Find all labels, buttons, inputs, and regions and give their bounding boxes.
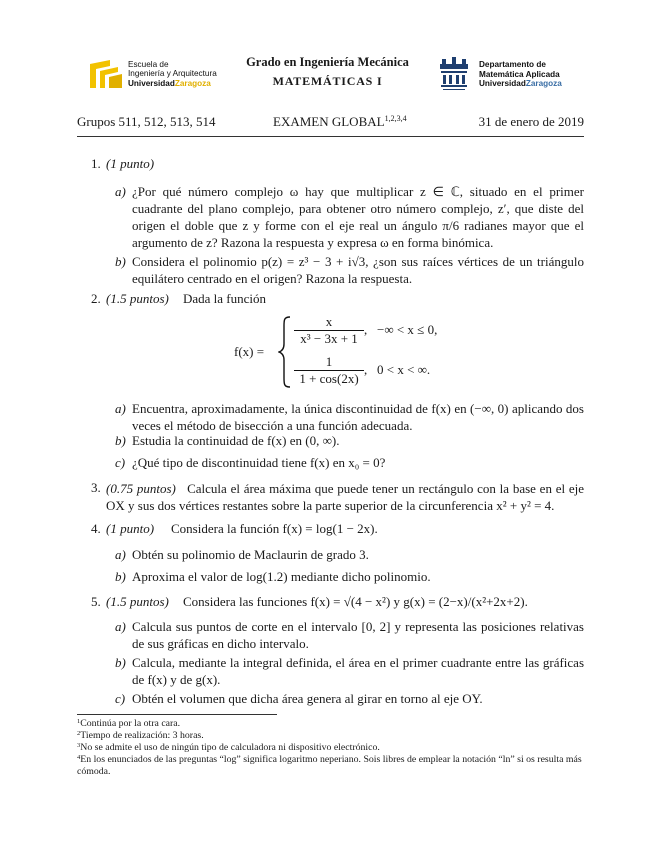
eina-zaragoza: Zaragoza [174,78,211,88]
item-text: Encuentra, aproximadamente, la única discontinuidad de f(x) en (−∞, 0) aplicando dos veces el método de bisección a una función adecuada. [132,401,584,433]
item-text: Obtén el volumen que dicha área genera al girar en torno al eje OY. [132,691,483,706]
footnote-divider [77,714,277,715]
question-4a [115,546,584,563]
question-2a [115,400,584,434]
item-text: Calcula, mediante la integral definida, el área en el primer cuadrante entre las gráficas de f(x) y de g(x). [132,655,584,687]
question-2b [115,432,584,449]
item-text: Aproxima el valor de log(1.2) mediante dicho polinomio. [132,569,431,584]
fraction-1 [294,314,364,347]
item-label: a) [115,401,126,416]
exam-header [0,0,655,110]
footnote-2: $^2$Tiempo de realización: 3 horas. [77,730,204,741]
item-label: c) [115,691,126,706]
eina-line2: Ingeniería y Arquitectura [128,69,217,79]
question-number: 4. [91,521,101,536]
item-label: a) [115,547,126,562]
question-5a [115,618,584,652]
question-intro: Dada la función [183,291,267,306]
item-text: Calcula sus puntos de corte en el intervalo [0, 2] y representa las posiciones relativas de sus gráficas en dicho intervalo. [132,619,584,651]
question-1b [115,253,584,287]
item-text: Considera el polinomio p(z) = z³ − 3 + i√3, ¿son sus raíces vértices de un triángulo equilátero centrado en el origen? Razona la respuesta. [132,254,584,286]
fraction-2 [294,354,364,387]
question-number: 2. [91,291,101,306]
subject-title: MATEMÁTICAS I [272,74,383,88]
department-logo [437,56,597,96]
exam-name: EXAMEN GLOBAL$^{1,2,3,4}$ [273,114,407,129]
piecewise-function [234,314,494,390]
exam-footnote-marks: 1,2,3,4 [384,114,407,123]
question-number: 3. [91,480,101,495]
condition-1: , −∞ < x ≤ 0, [364,322,438,337]
header-divider [77,136,584,137]
question-4b [115,568,584,585]
dept-univ: Universidad [479,79,526,89]
dept-line1: Departamento de [479,60,546,69]
dept-zaragoza: Zaragoza [525,79,562,89]
question-intro: Considera la función f(x) = log(1 − 2x). [171,521,378,536]
denominator-1: x³ − 3x + 1 [300,331,358,346]
eina-line1: Escuela de [128,60,169,69]
left-brace-icon [278,316,292,388]
question-points: (1 punto) [106,521,155,536]
item-label: a) [115,619,126,634]
eina-logo [88,58,238,98]
item-text: Obtén su polinomio de Maclaurin de grado 3. [132,547,369,562]
groups-text: Grupos 511, 512, 513, 514 [77,114,216,129]
question-points: (1 punto) [106,156,155,171]
item-text: ¿Qué tipo de discontinuidad tiene f(x) en x₀ = 0? [132,455,386,470]
question-1a [115,183,584,251]
question-2c [115,454,584,471]
exam-date: 31 de enero de 2019 [478,114,584,129]
question-intro: Considera las funciones f(x) = √(4 − x²) y g(x) = (2−x)/(x²+2x+2). [183,594,528,609]
degree-title: Grado en Ingeniería Mecánica [246,55,409,69]
item-label: b) [115,254,126,269]
item-label: b) [115,433,126,448]
question-number: 5. [91,594,101,609]
numerator-1: x [325,314,333,329]
footnote-3: $^3$No se admite el uso de ningún tipo de calculadora ni dispositivo electrónico. [77,742,380,753]
item-label: a) [115,184,126,199]
condition-2: , 0 < x < ∞. [364,362,431,377]
footnote-1: $^1$Continúa por la otra cara. [77,718,181,729]
question-5b [115,654,584,688]
university-crest-icon [437,56,471,94]
question-5c [115,690,584,707]
footnote-4: $^4$En los enunciados de las preguntas “log” significa logaritmo neperiano. Sois libres de emplear la notación “ln” si os resulta más cómoda. [77,754,582,778]
eina-univ: Universidad [128,78,175,88]
exam-title-block [220,55,435,89]
formula-lhs: f(x) = [234,344,265,359]
question-text: Calcula el área máxima que puede tener un rectángulo con la base en el eje OX y sus dos vértices restantes sobre la parte superior de la circunferencia x² + y² = 4. [106,481,584,513]
item-label: b) [115,655,126,670]
numerator-2: 1 [325,354,333,369]
denominator-2: 1 + cos(2x) [299,371,359,386]
exam-subheader [77,114,584,130]
question-points: (1.5 puntos) [106,291,169,306]
dept-line2: Matemática Aplicada [479,69,560,79]
question-number: 1. [91,156,101,171]
item-text: ¿Por qué número complejo ω hay que multiplicar z ∈ ℂ, situado en el primer cuadrante del plano complejo, para obtener otro número complejo, z′, que diste del origen el doble que z y forme con el eje real un ángulo π/6 radianes mayor que el argumento de z? Razona la respuesta y expresa ω en forma binómica. [132,184,584,250]
eina-emblem-icon [88,58,124,90]
question-points: (1.5 puntos) [106,594,169,609]
item-label: b) [115,569,126,584]
item-label: c) [115,455,126,470]
item-text: Estudia la continuidad de f(x) en (0, ∞). [132,433,340,448]
question-points: (0.75 puntos) [106,481,176,496]
